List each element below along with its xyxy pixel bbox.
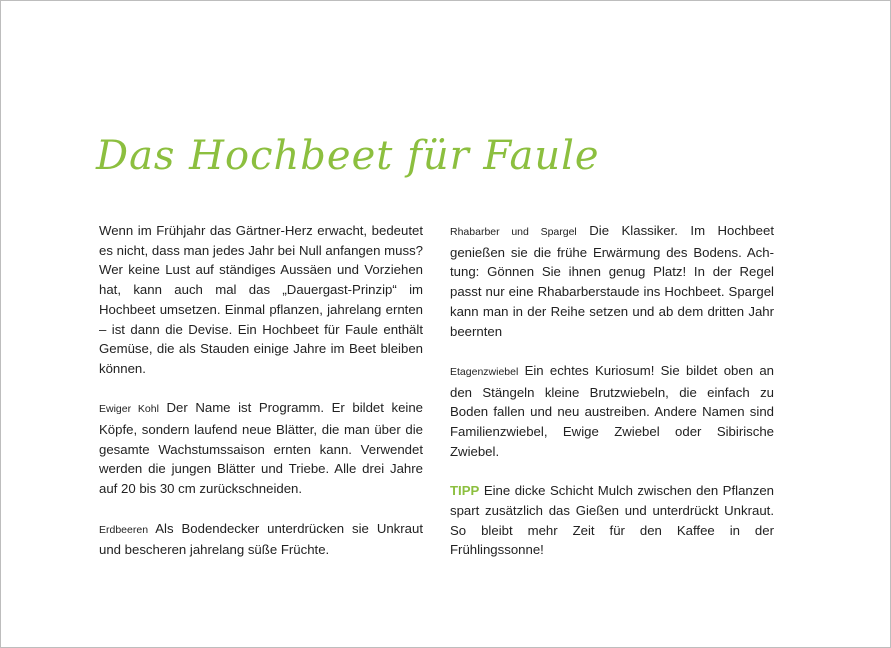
page-title: Das Hochbeet für Faule xyxy=(96,133,600,179)
entry-term: Etagenzwiebel xyxy=(450,365,519,378)
entry-ewiger-kohl xyxy=(99,398,423,499)
entry-text: Der Name ist Programm. Er bildet keine Köpfe, sondern laufend neue Blätter, die man über die gesamte Wachstumssaison ernten kann. Verwendet werden die jungen Blätter und Triebe. Alle drei Jahre auf 20 bis 30 cm zurückschneiden. xyxy=(99,400,423,497)
intro-paragraph: Wenn im Frühjahr das Gärtner-Herz erwacht, bedeutet es nicht, dass man jedes Jahr bei Null anfangen muss? Wer keine Lust auf ständiges Aussäen und Vorziehen hat, kann auch mal das „Dauergast-Prinzip“ im Hochbeet umsetzen. Einmal pflanzen, jahrelang ernten – ist dann die Devise. Ein Hochbeet für Faule enthält Gemüse, die als Stauden einige Jahre im Beet bleiben können. xyxy=(99,223,423,376)
entry-text: Die Klassiker. Im Hochbeet genießen sie die frühe Erwärmung des Bodens. Achtung: Gönnen Sie ihnen genug Platz! In der Regel passt nur eine Rhabarberstaude ins Hochbeet. Spargel kann man in der Reihe setzen und ab dem dritten Jahr beernten xyxy=(450,223,774,339)
entry-text: Ein echtes Kuriosum! Sie bildet oben an den Stängeln kleine Brutzwiebeln, die einfach zu Boden fallen und neu austreiben. Andere Namen sind Familienzwiebel, Ewige Zwiebel oder Sibirische Zwiebel. xyxy=(450,362,774,459)
tip-paragraph xyxy=(450,481,774,560)
tip-text: Eine dicke Schicht Mulch zwischen den Pflanzen spart zusätzlich das Gießen und unterdrückt Unkraut. So bleibt mehr Zeit für den Kaffee in der Frühlingssonne! xyxy=(450,483,774,558)
left-column xyxy=(99,221,423,580)
entry-erdbeeren xyxy=(99,519,423,560)
right-column xyxy=(450,221,774,580)
tip-label: TIPP xyxy=(450,483,480,499)
entry-term: Ewiger Kohl xyxy=(99,403,159,416)
entry-text: Als Bodendecker unterdrücken sie Unkraut und bescheren jahrelang süße Früchte. xyxy=(99,520,423,558)
entry-term: Erdbeeren xyxy=(99,523,149,536)
entry-etagenzwiebel xyxy=(450,361,774,462)
entry-term: Rhabarber und Spargel xyxy=(450,226,577,238)
entry-rhabarber-spargel xyxy=(450,221,774,341)
